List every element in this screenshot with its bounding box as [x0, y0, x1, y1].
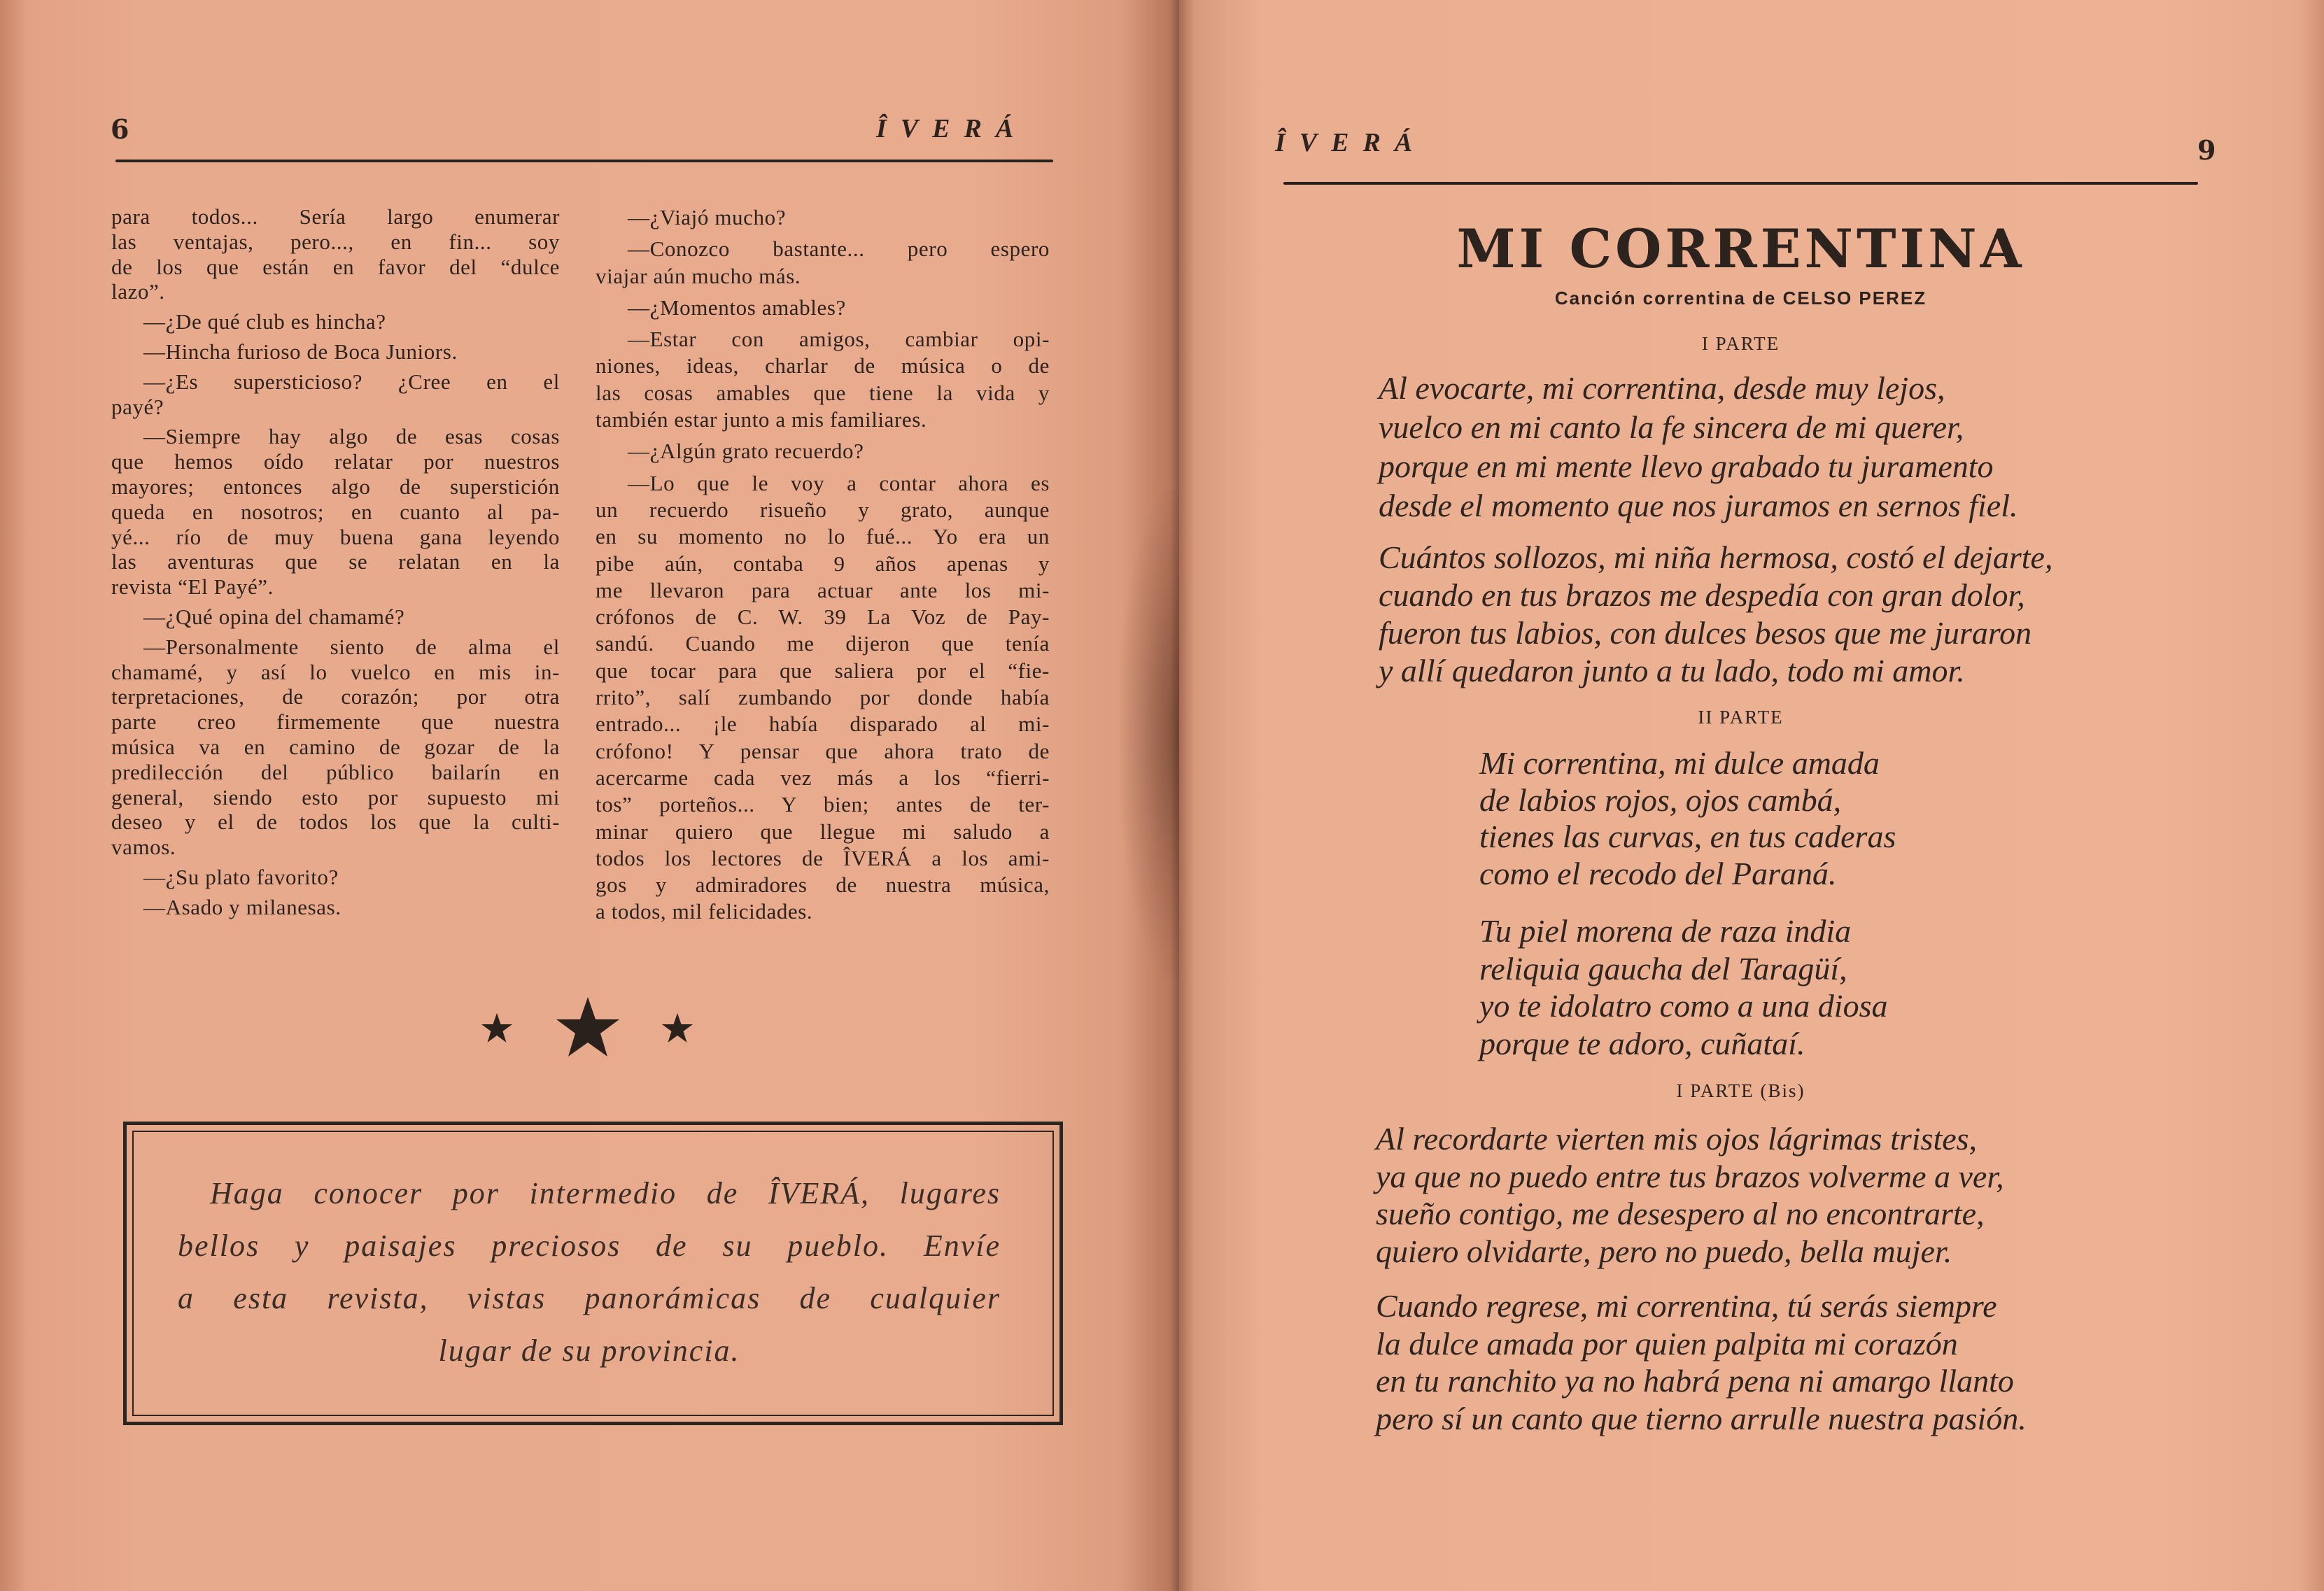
lyric-line: porque te adoro, cuñataí. [1479, 1025, 1805, 1061]
text-line: yé... río de muy buena gana leyendo [111, 524, 560, 549]
lyric-line: porque en mi mente llevo grabado tu juramento [1379, 448, 1994, 484]
text-line: gos y admiradores de nuestra música, [596, 872, 1050, 898]
lyric-line: pero sí un canto que tierno arrulle nuestra pasión. [1376, 1401, 2027, 1437]
text-line: viajar aún mucho más. [596, 263, 801, 288]
lyric-line: yo te idolatro como a una diosa [1479, 988, 1888, 1024]
text-line: minar quiero que llegue mi saludo a [596, 819, 1050, 844]
text-line: —Siempre hay algo de esas cosas [143, 424, 560, 449]
text-line: vamos. [111, 835, 176, 860]
text-line: música va en camino de gozar de la [111, 734, 560, 759]
text-line: un recuerdo risueño y grato, aunque [596, 497, 1050, 522]
text-line: tos” porteños... Y bien; antes de ter- [596, 792, 1050, 817]
text-line: lugar de su provincia. [438, 1334, 740, 1368]
header-rule-right [1283, 182, 2198, 185]
text-line: mayores; entonces algo de superstición [111, 474, 560, 499]
stanza [1379, 369, 2018, 525]
text-line: acercarme cada vez más a los “fierri- [596, 765, 1050, 790]
lyric-line: desde el momento que nos juramos en sernos fiel. [1379, 488, 2018, 523]
text-line: me llevaron para actuar ante los mi- [596, 577, 1050, 602]
text-line: predilección del público bailarín en [111, 759, 560, 784]
text-line: bellos y paisajes preciosos de su pueblo. Envíe [178, 1229, 1001, 1263]
text-line: deseo y el de todos los que la culti- [111, 809, 560, 835]
stanza [1376, 1120, 2004, 1271]
text-line: en su momento no lo fué... Yo era un [596, 524, 1050, 549]
paragraph [111, 895, 560, 920]
running-head-left: ÎVERÁ [876, 114, 1028, 143]
text-line: pibe aún, contaba 9 años apenas y [596, 551, 1050, 576]
paragraph [178, 1167, 1001, 1377]
text-line: crófono! Y pensar que ahora trato de [596, 738, 1050, 763]
text-line: —Lo que le voy a contar ahora es [628, 470, 1050, 495]
stanza [1376, 1287, 2027, 1438]
lyric-line: tienes las curvas, en tus caderas [1479, 819, 1896, 854]
lyric-line: de labios rojos, ojos cambá, [1479, 782, 1842, 818]
lyric-line: quiero olvidarte, pero no puedo, bella mujer. [1376, 1233, 1952, 1270]
lyric-line: la dulce amada por quien palpita mi corazón [1376, 1325, 1958, 1362]
text-line: general, siendo esto por supuesto mi [111, 784, 560, 809]
text-line: que tocar para que saliera por el “fie- [596, 658, 1050, 683]
paragraph [596, 295, 1050, 321]
text-line: crófonos de C. W. 39 La Voz de Pay- [596, 604, 1050, 630]
paragraph [111, 424, 560, 600]
lyric-line: Cuántos sollozos, mi niña hermosa, costó el dejarte, [1379, 539, 2053, 575]
text-line: también estar junto a mis familiares. [596, 407, 927, 432]
lyric-line: Mi correntina, mi dulce amada [1479, 745, 1880, 781]
stanza [1479, 745, 1896, 892]
text-line: sandú. Cuando me dijeron que tenía [596, 631, 1050, 656]
text-line: las aventuras que se relatan en la [111, 549, 560, 574]
paragraph [596, 438, 1050, 465]
paragraph [596, 326, 1050, 433]
text-line: a todos, mil felicidades. [596, 899, 813, 924]
text-line: todos los lectores de ÎVERÁ a los ami- [596, 845, 1050, 870]
text-line: —¿De qué club es hincha? [143, 309, 386, 334]
text-line: —¿Es supersticioso? ¿Cree en el [143, 369, 560, 394]
text-line: terpretaciones, de corazón; por otra [111, 684, 560, 709]
text-line: —¿Algún grato recuerdo? [628, 439, 864, 464]
three-stars-icon [476, 994, 700, 1063]
text-line: que hemos oído relatar por nuestros [111, 449, 560, 474]
paragraph [596, 470, 1050, 926]
lyric-line: y allí quedaron junto a tu lado, todo mi amor. [1379, 653, 1965, 688]
paragraph [111, 339, 560, 365]
text-line: —Hincha furioso de Boca Juniors. [143, 339, 458, 364]
lyric-line: como el recodo del Paraná. [1479, 855, 1837, 891]
text-line: payé? [111, 394, 164, 419]
text-line: —¿Momentos amables? [628, 295, 846, 320]
small-star-icon [481, 1013, 512, 1042]
song-subtitle: Canción correntina de CELSO PEREZ [1554, 288, 1927, 309]
text-line: rrito”, salí zumbando por donde había [596, 685, 1050, 710]
paragraph [111, 604, 560, 630]
text-line: las ventajas, pero..., en fin... soy [111, 229, 560, 254]
text-line: queda en nosotros; en cuanto al pa- [111, 499, 560, 524]
text-line: —¿Viajó mucho? [628, 205, 787, 229]
text-line: —¿Su plato favorito? [143, 864, 339, 889]
header-rule-left [115, 160, 1053, 162]
text-line: lazo”. [111, 279, 165, 304]
text-line: parte creo firmemente que nuestra [111, 709, 560, 735]
running-head-right: ÎVERÁ [1275, 128, 1427, 157]
lyric-line: fueron tus labios, con dulces besos que me juraron [1379, 615, 2032, 651]
stanza [1479, 912, 1887, 1062]
lyric-line: sueño contigo, me desespero al no encontrarte, [1376, 1196, 1985, 1232]
section-heading: I PARTE (Bis) [1676, 1080, 1805, 1101]
paragraph [596, 236, 1050, 290]
paragraph [111, 369, 560, 420]
lyric-line: Al recordarte vierten mis ojos lágrimas tristes, [1376, 1121, 1978, 1157]
text-line: —Personalmente siento de alma el [143, 634, 560, 659]
lyric-line: ya que no puedo entre tus brazos volverme a ver, [1376, 1158, 2004, 1194]
lyric-line: cuando en tus brazos me despedía con gran dolor, [1379, 577, 2025, 613]
text-line: para todos... Sería largo enumerar [111, 204, 560, 229]
text-line: —Conozco bastante... pero espero [628, 236, 1050, 262]
lyric-line: reliquia gaucha del Taragüí, [1479, 950, 1847, 987]
paragraph [111, 204, 560, 304]
paragraph [111, 635, 560, 860]
text-line: a esta revista, vistas panorámicas de cualquier [178, 1281, 1001, 1315]
lyric-line: en tu ranchito ya no habrá pena ni amargo llanto [1376, 1363, 2014, 1399]
paragraph [111, 865, 560, 890]
article-column-1 [111, 204, 560, 925]
text-line: —Estar con amigos, cambiar opi- [628, 327, 1050, 352]
section-heading: I PARTE [1701, 333, 1780, 354]
notice-text [178, 1167, 1001, 1382]
text-line: —Asado y milanesas. [143, 894, 341, 919]
lyric-line: Al evocarte, mi correntina, desde muy lejos, [1379, 370, 1945, 406]
lyric-line: vuelco en mi canto la fe sincera de mi querer, [1379, 409, 1964, 445]
section-heading: II PARTE [1698, 707, 1784, 728]
text-line: de los que están en favor del “dulce [111, 254, 560, 279]
page-number-left: 6 [111, 113, 129, 145]
text-line: las cosas amables que tiene la vida y [596, 380, 1050, 405]
text-line: —¿Qué opina del chamamé? [143, 604, 405, 629]
large-star-icon [556, 997, 619, 1056]
article-column-2 [596, 204, 1050, 931]
text-line: entrado... ¡le había disparado al mi- [596, 712, 1050, 737]
stanza [1379, 539, 2052, 690]
paragraph [596, 204, 1050, 231]
text-line: niones, ideas, charlar de música o de [596, 353, 1050, 379]
page-number-right: 9 [2197, 134, 2216, 166]
small-star-icon [662, 1013, 693, 1042]
paragraph [111, 309, 560, 334]
text-line: Haga conocer por intermedio de ÎVERÁ, lugares [210, 1176, 1001, 1210]
lyric-line: Tu piel morena de raza india [1479, 913, 1852, 949]
text-line: chamamé, y así lo vuelco en mis in- [111, 659, 560, 684]
lyric-line: Cuando regrese, mi correntina, tú serás siempre [1376, 1288, 1997, 1324]
song-title: MI CORRENTINA [1456, 218, 2025, 280]
text-line: revista “El Payé”. [111, 574, 274, 600]
